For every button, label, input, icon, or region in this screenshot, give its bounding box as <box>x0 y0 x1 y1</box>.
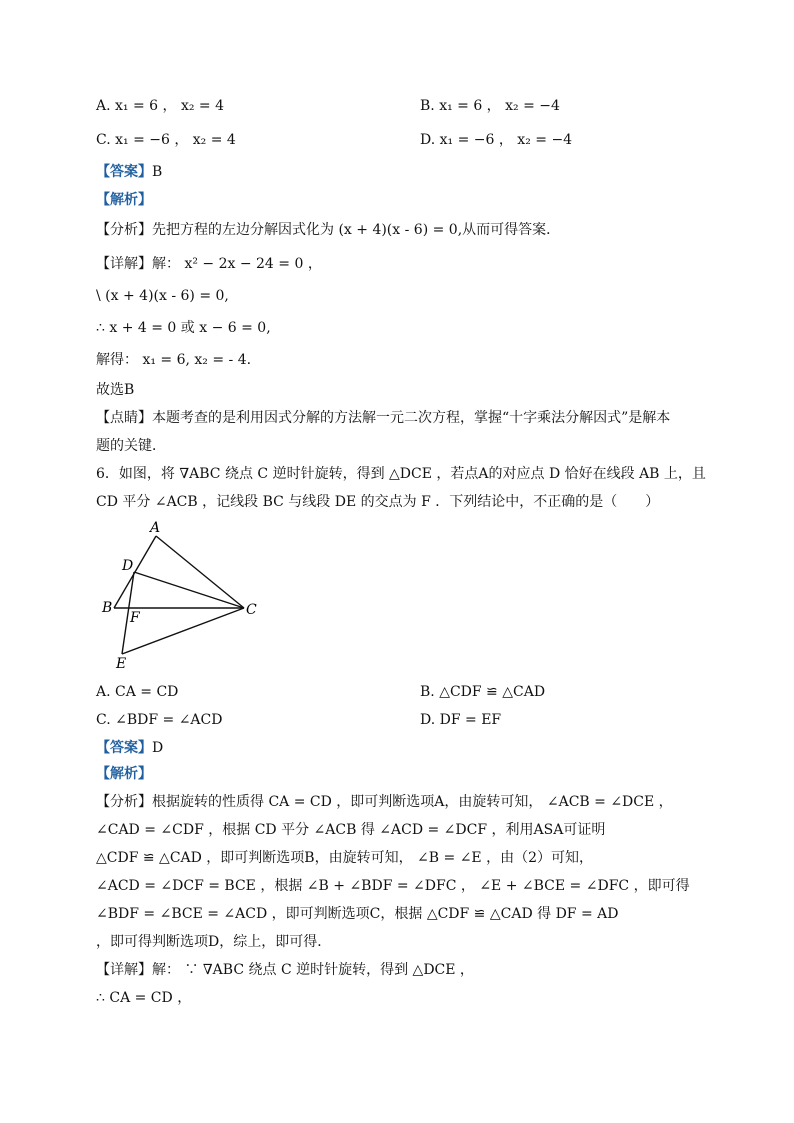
q6-fenxi-line-4: ∠ACD = ∠DCF = BCE ，根据 ∠B + ∠BDF = ∠DFC ， ∠E + ∠BCE = ∠DFC ，即可得 <box>96 878 690 894</box>
answer-value: B <box>152 164 163 180</box>
fenxi-line <box>96 220 560 240</box>
q6-analysis-tag: 【解析】 <box>96 766 152 782</box>
q6-xiangjie-text-1: 解： ∵ ∇ABC 绕点 C 逆时针旋转，得到 △DCE ， <box>152 962 474 978</box>
q6-fenxi-line-1 <box>96 792 673 812</box>
q6-xiangjie-line-2: ∴ CA = CD ， <box>96 990 192 1006</box>
answer-tag: 【答案】 <box>96 164 152 180</box>
fenxi-tag: 【分析】 <box>96 222 152 238</box>
label-e: E <box>116 656 127 672</box>
triangle-figure <box>96 516 276 676</box>
option-b: B. x₁ = 6 ， x₂ = −4 <box>420 98 560 114</box>
q6-option-c: C. ∠BDF = ∠ACD <box>96 712 223 728</box>
q6-answer-tag: 【答案】 <box>96 740 152 756</box>
q6-analysis-line <box>96 764 152 784</box>
label-c: C <box>246 602 257 618</box>
option-d: D. x₁ = −6 ， x₂ = −4 <box>420 132 573 148</box>
q6-fenxi-line-2: ∠CAD = ∠CDF ，根据 CD 平分 ∠ACB 得 ∠ACD = ∠DCF ，利用ASA可证明 <box>96 822 606 838</box>
label-b: B <box>102 600 113 616</box>
option-a: A. x₁ = 6 ， x₂ = 4 <box>96 98 225 114</box>
label-d: D <box>122 558 134 574</box>
question-6-line-1: 6．如图，将 ∇ABC 绕点 C 逆时针旋转，得到 △DCE ，若点A的对应点 D 恰好在线段 AB 上，且 <box>96 466 706 482</box>
option-c: C. x₁ = −6 ， x₂ = 4 <box>96 132 236 148</box>
answer-line <box>96 162 162 182</box>
question-6-line-2: CD 平分 ∠ACB ，记线段 BC 与线段 DE 的交点为 F ．下列结论中，不正确的是（ ） <box>96 494 660 510</box>
q6-xiangjie-tag: 【详解】 <box>96 962 152 978</box>
label-f: F <box>130 610 140 626</box>
fenxi-text: 先把方程的左边分解因式化为 (x + 4)(x - 6) = 0,从而可得答案． <box>152 222 561 238</box>
q6-option-d: D. DF = EF <box>420 712 502 728</box>
q6-fenxi-text-1: 根据旋转的性质得 CA = CD ，即可判断选项A，由旋转可知， ∠ACB = ∠DCE ， <box>152 794 673 810</box>
q6-option-b: B. △CDF ≌ △CAD <box>420 684 546 700</box>
analysis-tag: 【解析】 <box>96 192 152 208</box>
step-4: 故选B <box>96 382 135 398</box>
dianjing-text: 本题考查的是利用因式分解的方法解一元二次方程，掌握“十字乘法分解因式”是解本 <box>152 410 671 426</box>
xiangjie-tag: 【详解】 <box>96 256 152 272</box>
analysis-line <box>96 190 152 210</box>
q6-fenxi-line-3: △CDF ≌ △CAD ，即可判断选项B，由旋转可知， ∠B = ∠E ，由（2）可知， <box>96 850 594 866</box>
step-1: \ (x + 4)(x - 6) = 0, <box>96 288 229 304</box>
q6-option-a: A. CA = CD <box>96 684 179 700</box>
q6-answer-line <box>96 738 163 758</box>
q6-fenxi-tag: 【分析】 <box>96 794 152 810</box>
xiangjie-text: 解： x² − 2x − 24 = 0 ， <box>152 256 322 272</box>
step-3: 解得： x₁ = 6, x₂ = - 4. <box>96 352 252 368</box>
xiangjie-line <box>96 254 322 274</box>
q6-fenxi-line-6: ，即可得判断选项D，综上，即可得． <box>96 934 332 950</box>
dianjing-tag: 【点睛】 <box>96 410 152 426</box>
step-2: ∴ x + 4 = 0 或 x − 6 = 0, <box>96 320 271 336</box>
q6-fenxi-line-5: ∠BDF = ∠BCE = ∠ACD ，即可判断选项C，根据 △CDF ≌ △CAD 得 DF = AD <box>96 906 619 922</box>
dianjing-line <box>96 408 670 428</box>
q6-xiangjie-line-1 <box>96 960 474 980</box>
dianjing-line-2: 题的关键． <box>96 438 166 454</box>
q6-answer-value: D <box>152 740 164 756</box>
label-a: A <box>150 520 161 536</box>
